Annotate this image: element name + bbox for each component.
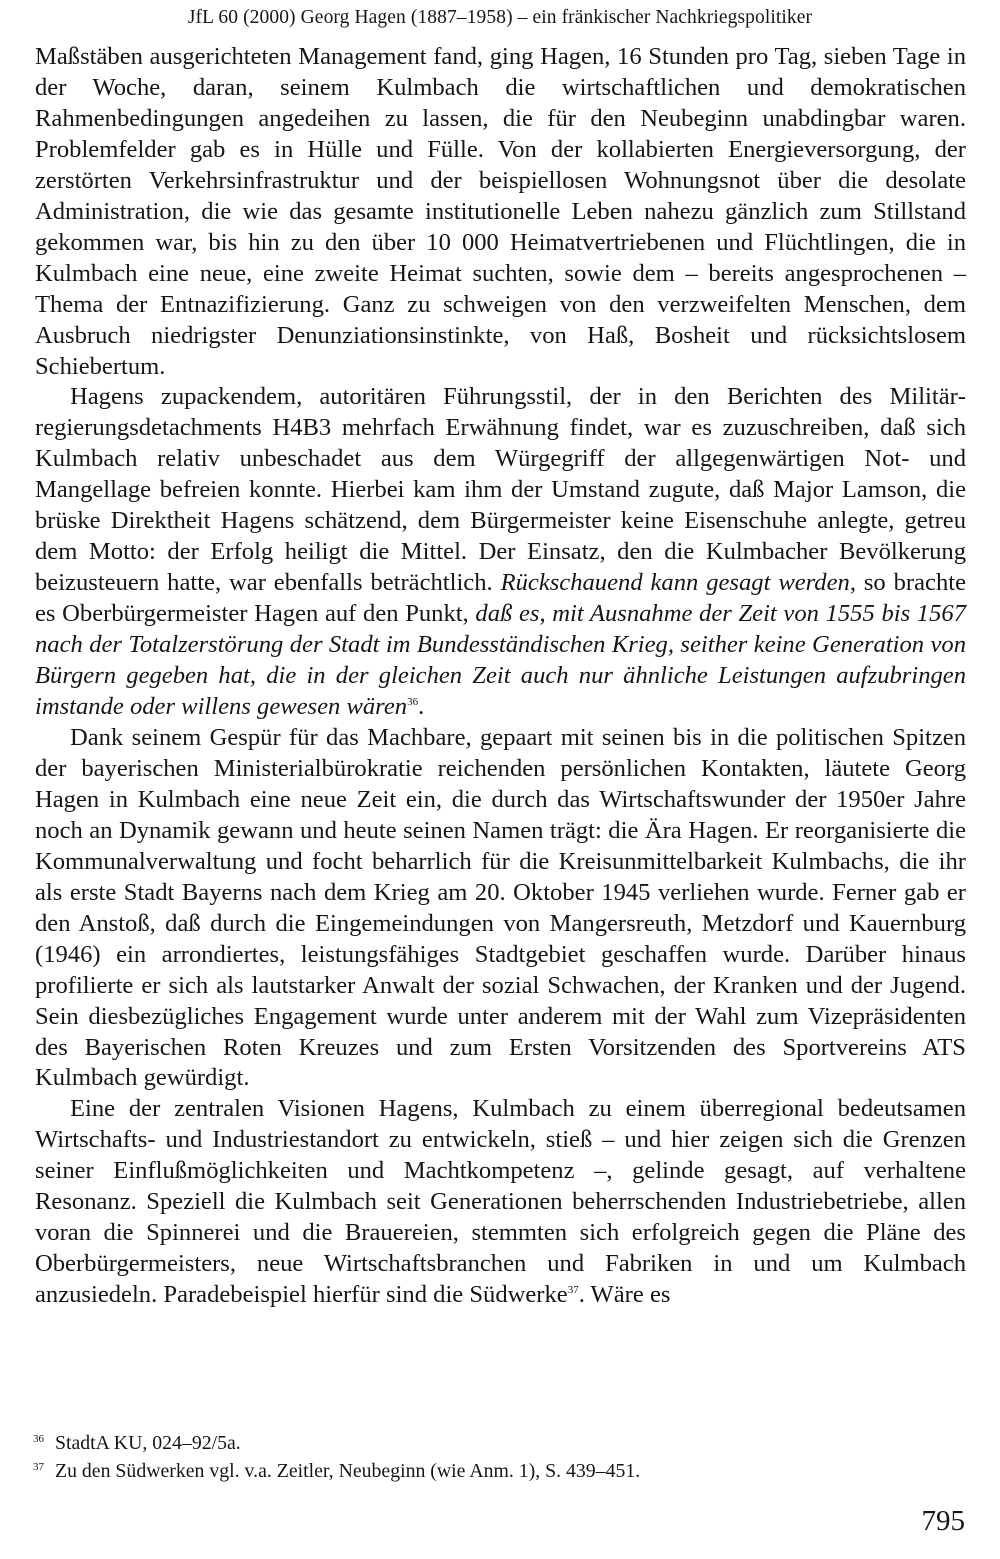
footnote-number: 37 xyxy=(33,1461,44,1473)
footnote xyxy=(33,1457,963,1485)
text-run: . Wäre es xyxy=(578,1281,671,1309)
italic-quote: daß es, mit Ausnahme der Zeit von 1555 bis 1567 nach der Totalzerstörung der Stadt im Bundesständischen Krieg, seither keine Generation von Bürgern gegeben hat, die in der gleichen Zeit auch nur ähnliche Leistungen aufzubringen imstande oder willens gewesen wären xyxy=(35,600,966,721)
text-run: Dank seinem Gespür für das Machbare, gepaart mit seinen bis in die politischen Spitzen der bayerischen Ministerialbürokratie reichenden persönlichen Kontakten, läutete Georg Hagen in Kulmbach eine neue Zeit ein, die durch das Wirtschaftswunder der 1950er Jahre noch an Dynamik gewann und heute seinen Namen trägt: die Ära Hagen. Er reorganisierte die Kommunalverwaltung und focht beharrlich für die Kreisunmittelbarkeit Kulmbachs, die ihr als erste Stadt Bayerns nach dem Krieg am 20. Oktober 1945 verliehen wurde. Ferner gab er den Anstoß, daß durch die Eingemeindungen von Mangersreuth, Metzdorf und Kauernburg (1946) ein arrondiertes, leistungsfähiges Stadtgebiet geschaffen wurde. Darüber hinaus profilierte er sich als lautstarker Anwalt der sozial Schwachen, der Kranken und der Jugend. Sein diesbezügliches Engagement wurde unter anderem mit der Wahl zum Vizepräsidenten des Bayerischen Roten Kreuzes und zum Ersten Vorsitzenden des Sportvereins ATS Kulmbach gewürdigt. xyxy=(35,723,966,1092)
italic-quote: Rückschauend kann gesagt werden xyxy=(500,569,850,597)
paragraph xyxy=(35,723,966,1094)
footnote-number: 36 xyxy=(33,1433,44,1445)
footnote-reference: 37 xyxy=(567,1284,579,1297)
text-run: , so brachte es Oberbürgermeister Hagen auf den Punkt, xyxy=(35,569,966,628)
footnote-reference: 36 xyxy=(407,696,419,709)
paragraph xyxy=(35,1094,966,1311)
page-number: 795 xyxy=(921,1505,965,1537)
running-head: JfL 60 (2000) Georg Hagen (1887–1958) – ein fränkischer Nachkriegspolitiker xyxy=(187,7,813,28)
text-run: Maßstäben ausgerichteten Management fand, ging Hagen, 16 Stunden pro Tag, sieben Tage in der Woche, daran, seinem Kulmbach die wirtschaftlichen und demokratischen Rahmenbedingungen angedeihen zu lassen, die für den Neubeginn unabdingbar waren. Problemfelder gab es in Hülle und Fülle. Von der kollabierten Energieversorgung, der zerstörten Verkehrsinfrastruktur und der beispiellosen Wohnungsnot über die desolate Administration, die wie das gesamte institutionelle Leben nahezu gänzlich zum Stillstand gekommen war, bis hin zu den über 10 000 Heimatvertriebenen und Flüchtlingen, die in Kulmbach eine neue, eine zweite Heimat suchten, sowie dem – bereits angesprochenen – Thema der Entnazifizierung. Ganz zu schweigen von den verzweifelten Menschen, dem Ausbruch niedrigster Denunziationsinstinkte, von Haß, Bosheit und rücksichtslosem Schiebertum. xyxy=(35,43,966,380)
text-run: Eine der zentralen Visionen Hagens, Kulmbach zu einem überregional bedeutsamen Wirtschafts- und Industriestandort zu entwickeln, stieß – und hier zeigen sich die Grenzen seiner Einflußmöglichkeiten und Machtkompetenz –, gelinde gesagt, auf verhaltene Resonanz. Speziell die Kulmbach seit Generationen beherrschenden Industriebetriebe, allen voran die Spinnerei und die Brauereien, stemmten sich erfolgreich gegen die Pläne des Oberbürgermeisters, neue Wirtschaftsbranchen und Fabriken in und um Kulmbach anzusiedeln. Paradebeispiel hierfür sind die Südwerke xyxy=(35,1095,966,1309)
paragraph xyxy=(35,42,966,382)
footnote-text: StadtA KU, 024–92/5a. xyxy=(55,1432,241,1454)
text-run: Hagens zupackendem, autoritären Führungsstil, der in den Berichten des Militärregierungsdetachments H4B3 mehrfach Erwähnung findet, war es zuzuschreiben, daß sich Kulmbach relativ unbeschadet aus dem Würgegriff der allgegenwärtigen Not- und Mangellage befreien konnte. Hierbei kam ihm der Umstand zugute, daß Major Lamson, die brüske Direktheit Hagens schätzend, dem Bürgermeister keine Eisenschuhe anlegte, getreu dem Motto: der Erfolg heiligt die Mittel. Der Einsatz, den die Kulmbacher Bevölkerung beizusteuern hatte, war ebenfalls beträchtlich. xyxy=(35,383,966,597)
footnote-text: Zu den Südwerken vgl. v.a. Zeitler, Neubeginn (wie Anm. 1), S. 439–451. xyxy=(55,1460,641,1482)
footnote xyxy=(33,1429,963,1457)
body-text xyxy=(35,42,966,1311)
text-run: . xyxy=(418,693,425,721)
footnotes xyxy=(33,1429,963,1485)
paragraph xyxy=(35,382,966,722)
